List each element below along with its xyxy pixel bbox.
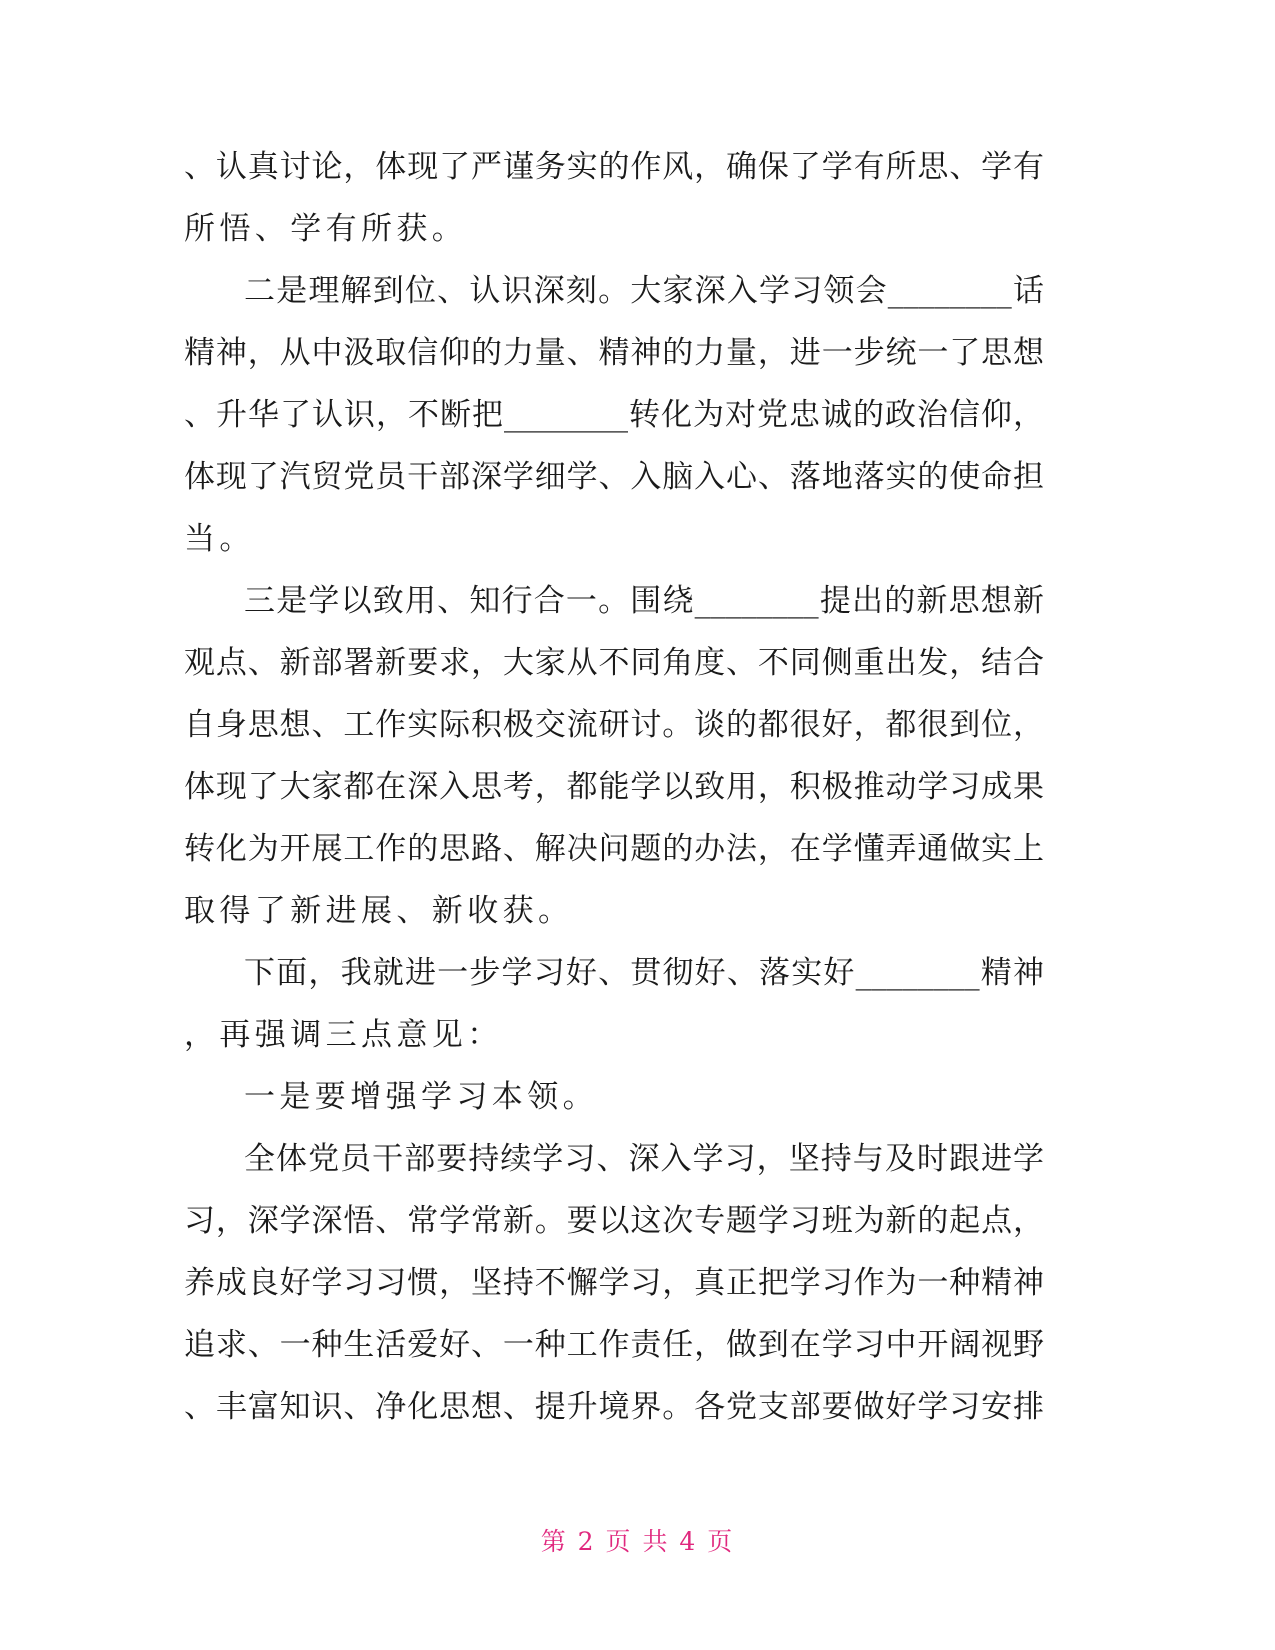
text-line-8: 三是学以致用、知行合一。围绕________提出的新思想新 bbox=[244, 583, 1044, 619]
page-number-footer: 第 2 页 共 4 页 bbox=[540, 1527, 735, 1556]
text-line-21: 、丰富知识、净化思想、提升境界。各党支部要做好学习安排 bbox=[184, 1389, 1044, 1425]
text-line-18: 习，深学深悟、常学常新。要以这次专题学习班为新的起点， bbox=[184, 1203, 1044, 1239]
text-line-7: 当。 bbox=[184, 521, 255, 557]
text-line-11: 体现了大家都在深入思考，都能学以致用，积极推动学习成果 bbox=[184, 769, 1044, 805]
text-line-14: 下面，我就进一步学习好、贯彻好、落实好________精神 bbox=[244, 955, 1044, 991]
text-line-20: 追求、一种生活爱好、一种工作责任，做到在学习中开阔视野 bbox=[184, 1327, 1044, 1363]
text-line-19: 养成良好学习习惯，坚持不懈学习，真正把学习作为一种精神 bbox=[184, 1265, 1044, 1301]
text-line-15: ，再强调三点意见： bbox=[184, 1017, 503, 1053]
text-line-12: 转化为开展工作的思路、解决问题的办法，在学懂弄通做实上 bbox=[184, 831, 1044, 867]
text-line-2: 所悟、学有所获。 bbox=[184, 211, 468, 247]
text-line-16: 一是要增强学习本领。 bbox=[244, 1079, 598, 1115]
text-line-1: 、认真讨论，体现了严谨务实的作风，确保了学有所思、学有 bbox=[184, 149, 1044, 185]
text-line-17: 全体党员干部要持续学习、深入学习，坚持与及时跟进学 bbox=[244, 1141, 1044, 1177]
text-line-5: 、升华了认识，不断把________转化为对党忠诚的政治信仰， bbox=[184, 397, 1044, 433]
text-line-10: 自身思想、工作实际积极交流研讨。谈的都很好，都很到位， bbox=[184, 707, 1044, 743]
text-line-9: 观点、新部署新要求，大家从不同角度、不同侧重出发，结合 bbox=[184, 645, 1044, 681]
text-line-6: 体现了汽贸党员干部深学细学、入脑入心、落地落实的使命担 bbox=[184, 459, 1044, 495]
text-line-3: 二是理解到位、认识深刻。大家深入学习领会________话 bbox=[244, 273, 1044, 309]
text-line-4: 精神，从中汲取信仰的力量、精神的力量，进一步统一了思想 bbox=[184, 335, 1044, 371]
document-body bbox=[184, 136, 1044, 1438]
text-line-13: 取得了新进展、新收获。 bbox=[184, 893, 574, 929]
